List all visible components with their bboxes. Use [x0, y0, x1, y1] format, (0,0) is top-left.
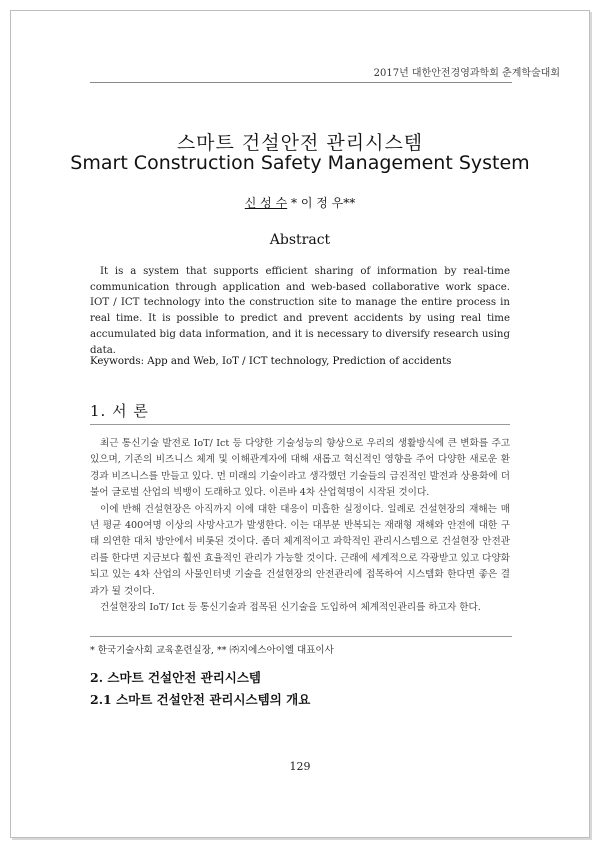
abstract-text	[90, 264, 510, 358]
title-korean: 스마트 건설안전 관리시스템	[176, 132, 424, 154]
body-paragraph-3: 건설현장의 IoT/ Ict 등 통신기술과 접목된 신기술을 도입하여 체계적인관리를 하고자 한다.	[100, 602, 481, 614]
header-rule	[90, 82, 512, 83]
authors	[0, 194, 600, 211]
section-1-title: 1. 서 론	[90, 402, 149, 420]
section-2-1-title: 2.1 스마트 건설안전 관리시스템의 개요	[90, 692, 311, 707]
footnote-rule	[90, 636, 512, 637]
section-2-title: 2. 스마트 건설안전 관리시스템	[90, 670, 262, 685]
running-header: 2017년 대한안전경영과학회 춘계학술대회	[373, 68, 560, 79]
other-authors: * 이 정 우**	[291, 196, 356, 210]
page-number: 129	[289, 760, 311, 773]
section-1-rule	[90, 424, 510, 425]
body-paragraph-1: 최근 통신기술 발전로 IoT/ Ict 등 다양한 기술성능의 향상으로 우리의 생활방식에 큰 변화를 주고 있으며, 기존의 비즈니스 체계 및 이해관계자에 대해 새롭고 혁신적인 영향을 주어 다양한 새로운 환경과 비즈니스를 만들고 있다. 먼 미래의 기술이라고 생각했던 기술들의 급진적인 발전과 상용화에 더불어 글로벌 산업의 빅뱅이 도래하고 있다. 이른바 4차 산업혁명이 시작된 것이다.	[90, 438, 510, 499]
abstract-heading: Abstract	[269, 232, 331, 248]
footnote: * 한국기술사회 교육훈련실장, ** ㈜지에스아이엘 대표이사	[90, 645, 334, 656]
first-author: 신 성 수	[244, 196, 288, 210]
section-1-body	[90, 436, 510, 616]
abstract-paragraph: It is a system that supports efficient sharing of information by real-time communication through application and web-based collaborative work space. IOT / ICT technology into the construction site to manage the entire process in real time. It is possible to predict and prevent accidents by using real time accumulated big data information, and it is necessary to diversify research using data.	[90, 266, 510, 356]
body-paragraph-2: 이에 반해 건설현장은 아직까지 이에 대한 대응이 미흡한 실정이다. 일례로 건설현장의 재해는 매년 평균 400여명 이상의 사망사고가 발생한다. 이는 대부분 반복되는 재래형 재해와 안전에 대한 구태 의연한 대처 방안에서 비롯된 것이다. 좀더 체계적이고 과학적인 관리시스템으로 건설현장 안전관리를 한다면 지금보다 훨씬 효율적인 관리가 가능할 것이다. 근래에 세계적으로 각광받고 있고 다양화되고 있는 4차 산업의 사물인터넷 기술을 건설현장의 안전관리에 접목하여 시스템화 한다면 좋은 결과가 될 것이다.	[90, 503, 510, 597]
keywords: Keywords: App and Web, IoT / ICT technology, Prediction of accidents	[90, 356, 452, 367]
title-english: Smart Construction Safety Management System	[70, 152, 530, 174]
